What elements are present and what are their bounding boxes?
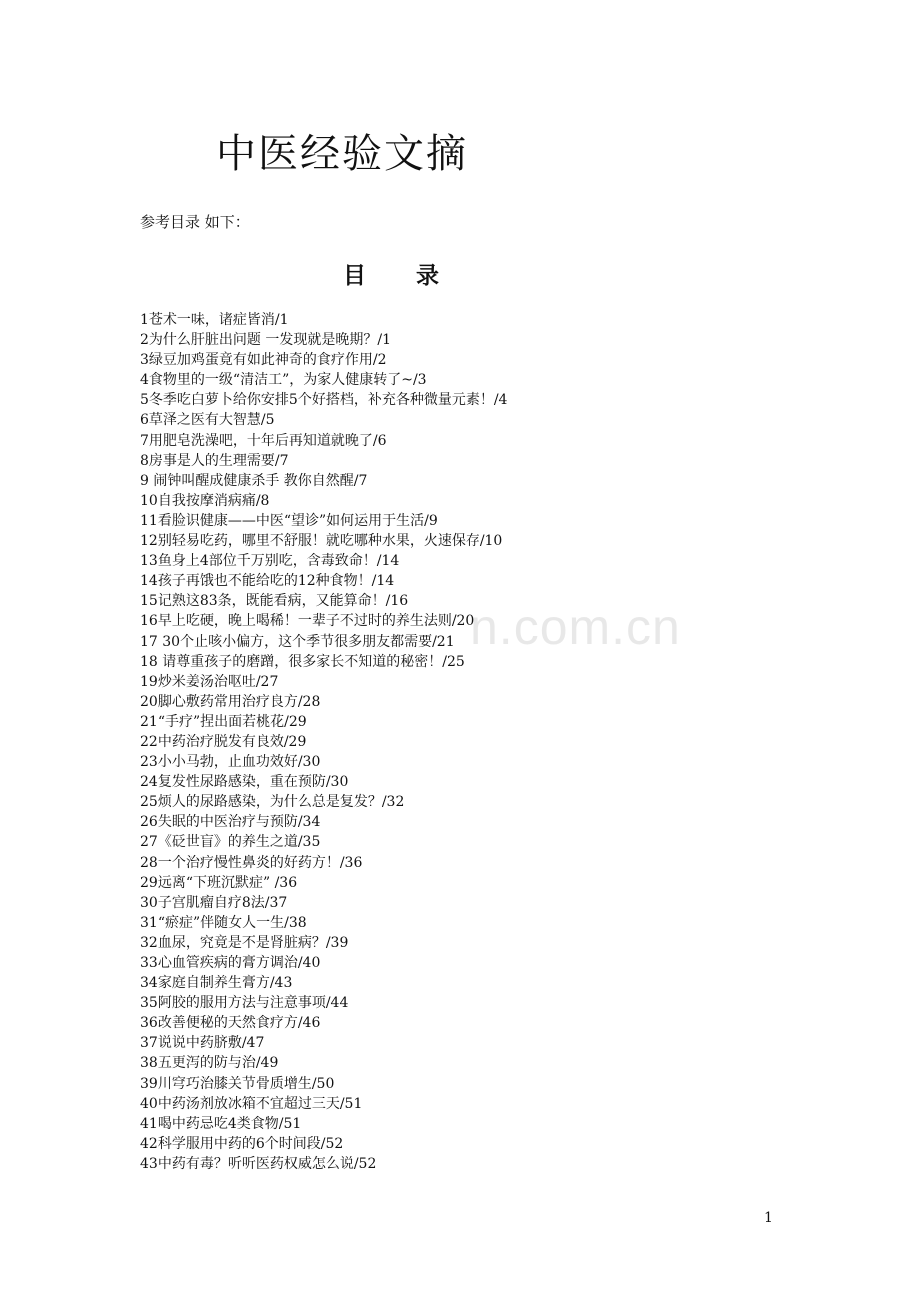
toc-heading-left: 目	[343, 262, 366, 289]
toc-item: 24复发性尿路感染，重在预防/30	[140, 774, 349, 791]
toc-item: 7用肥皂洗澡吧，十年后再知道就晚了/6	[140, 432, 387, 449]
toc-item: 12别轻易吃药，哪里不舒服！就吃哪种水果，火速保存/10	[140, 533, 503, 550]
toc-item: 22中药治疗脱发有良效/29	[140, 733, 307, 750]
toc-item: 41喝中药忌吃4类食物/51	[140, 1115, 302, 1132]
toc-item: 13鱼身上4部位千万别吃，含毒致命！/14	[140, 553, 400, 570]
toc-item: 5冬季吃白萝卜给你安排5个好搭档，补充各种微量元素！/4	[140, 392, 508, 409]
toc-item: 29远离“下班沉默症” /36	[140, 874, 298, 891]
toc-item: 34家庭自制养生膏方/43	[140, 975, 293, 992]
toc-item: 39川穹巧治膝关节骨质增生/50	[140, 1075, 335, 1092]
toc-item: 26失眠的中医治疗与预防/34	[140, 814, 321, 831]
toc-heading-right: 录	[416, 262, 439, 289]
toc-item: 1苍术一味，诸症皆消/1	[140, 312, 289, 328]
toc-item: 4食物里的一级“清洁工”，为家人健康转了~/3	[140, 372, 427, 389]
toc-item: 31“瘀症”伴随女人一生/38	[140, 914, 307, 931]
toc-list	[140, 310, 507, 1174]
toc-item: 9 闹钟叫醒成健康杀手 教你自然醒/7	[140, 472, 368, 489]
toc-item: 8房事是人的生理需要/7	[140, 452, 289, 469]
toc-item: 30子宫肌瘤自疗8法/37	[140, 894, 288, 911]
toc-item: 42科学服用中药的6个时间段/52	[140, 1135, 344, 1152]
toc-item: 37说说中药脐敷/47	[140, 1035, 265, 1052]
toc-item: 38五更泻的防与治/49	[140, 1055, 279, 1072]
toc-item: 21“手疗”捏出面若桃花/29	[140, 713, 307, 730]
toc-item: 33心血管疾病的膏方调治/40	[140, 955, 321, 971]
toc-item: 27《砭世盲》的养生之道/35	[140, 834, 321, 851]
toc-item: 20脚心敷药常用治疗良方/28	[140, 693, 321, 710]
toc-item: 16早上吃硬，晚上喝稀！一辈子不过时的养生法则/20	[140, 613, 475, 630]
toc-item: 40中药汤剂放冰箱不宜超过三天/51	[140, 1095, 363, 1112]
toc-item: 28一个治疗慢性鼻炎的好药方！/36	[140, 854, 363, 871]
toc-item: 17 30个止咳小偏方，这个季节很多朋友都需要/21	[140, 633, 455, 650]
toc-item: 23小小马勃，止血功效好/30	[140, 754, 321, 771]
toc-item: 19炒米姜汤治呕吐/27	[140, 673, 279, 690]
toc-item: 18 请尊重孩子的磨蹭，很多家长不知道的秘密！/25	[140, 653, 465, 670]
toc-item: 14孩子再饿也不能给吃的12种食物！/14	[140, 573, 395, 590]
toc-item: 2为什么肝脏出问题 一发现就是晚期？/1	[140, 332, 391, 349]
toc-heading	[343, 260, 439, 292]
document-title: 中医经验文摘	[216, 131, 468, 177]
toc-item: 25烦人的尿路感染，为什么总是复发？/32	[140, 794, 405, 811]
toc-item: 43中药有毒？听听医药权威怎么说/52	[140, 1155, 377, 1172]
toc-item: 10自我按摩消病痛/8	[140, 492, 270, 509]
toc-item: 6草泽之医有大智慧/5	[140, 412, 275, 429]
toc-item: 15记熟这83条，既能看病，又能算命！/16	[140, 593, 409, 610]
toc-item: 35阿胶的服用方法与注意事项/44	[140, 995, 349, 1012]
toc-item: 3绿豆加鸡蛋竟有如此神奇的食疗作用/2	[140, 352, 387, 369]
toc-item: 11看脸识健康——中医“望诊”如何运用于生活/9	[140, 512, 438, 529]
toc-item: 32血尿，究竟是不是肾脏病？/39	[140, 934, 349, 951]
watermark: n.com.cn	[470, 599, 681, 655]
toc-item: 36改善便秘的天然食疗方/46	[140, 1015, 321, 1032]
intro-text: 参考目录 如下：	[140, 213, 250, 231]
page-number: 1	[764, 1210, 773, 1226]
